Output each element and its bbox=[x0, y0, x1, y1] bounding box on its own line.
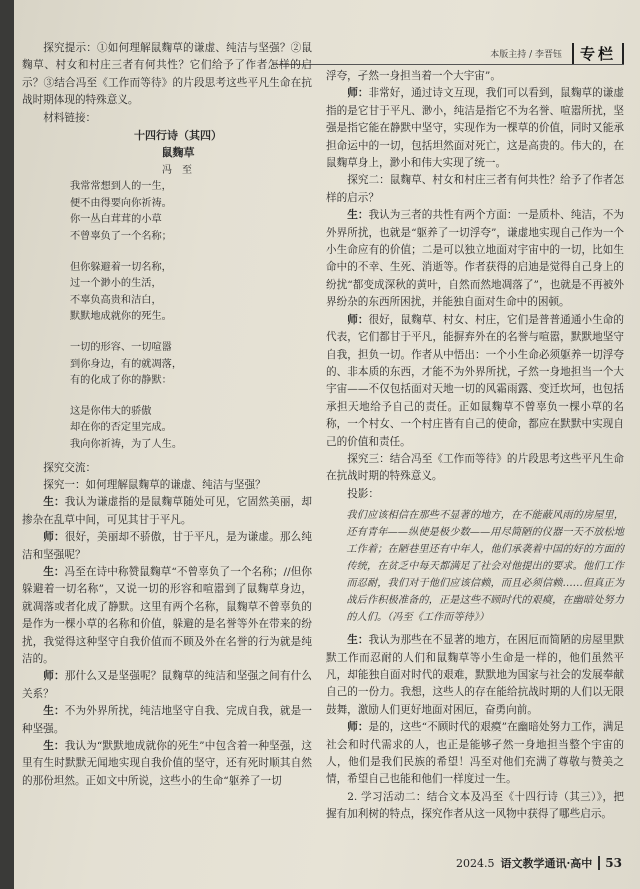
dialogue-paragraph bbox=[326, 451, 624, 486]
dialogue-paragraph bbox=[22, 738, 312, 790]
paragraph-text: 是的，这些“不顾时代的艰瘼”在幽暗处努力工作，满足社会和时代需求的人，也正是能够孑然一身地担当整个宇宙的人，他们是我们民族的希望！冯至对他们充满了尊敬与赞美之情，希望自己也能和他们一样度过一生。 bbox=[326, 721, 624, 786]
poem-stanza bbox=[70, 260, 312, 326]
paragraph-text: 我认为谦虚指的是鼠麴草随处可见，它固然美丽，却掺杂在乱草中间，可见其甘于平凡。 bbox=[22, 496, 313, 526]
paragraph-text: 探究一：如何理解鼠麴草的谦虚、纯洁与坚强？ bbox=[43, 478, 266, 491]
poem-line: 默默地成就你的死生。 bbox=[70, 311, 172, 323]
dialogue-paragraph bbox=[22, 529, 312, 564]
poem-author: 冯 至 bbox=[162, 164, 192, 176]
speaker-label: 师： bbox=[347, 721, 369, 734]
poem-line: 我向你祈祷，为了人生。 bbox=[70, 438, 183, 450]
column-tag: 专栏 bbox=[572, 43, 624, 64]
poem-line: 有的化成了你的静默： bbox=[70, 375, 172, 387]
speaker-label: 生： bbox=[347, 634, 369, 647]
paragraph-text: 很好，美丽却不骄傲，甘于平凡，是为谦虚。那么纯洁和坚强呢？ bbox=[22, 531, 313, 561]
speaker-label: 生： bbox=[43, 740, 65, 753]
speaker-label: 生： bbox=[43, 496, 65, 509]
projection-quote: 我们应该相信在那些不显著的地方，在不能蔽风雨的房屋里，还有青年——纵使是极少数——用尽简陋的仪器一天不放松地工作着；在陋巷里还有中年人，他们承袭着中国的好的方面的传统，在贫乏中每天都满足了社会对他提出的要求。他们工作而忍耐，我们对于他们应该信赖，而且必须信赖……但真正为战后作积极准备的，正是这些不顾时代的艰瘼，在幽暗处努力的人们。（冯至《工作而等待》） bbox=[346, 510, 624, 624]
paragraph-text: 投影： bbox=[347, 487, 379, 500]
dialogue-paragraph bbox=[326, 68, 624, 85]
issue-number: 2024.5 bbox=[455, 856, 495, 870]
dialogue-paragraph bbox=[326, 172, 624, 207]
poem-line: 便不由得要向你祈祷。 bbox=[70, 197, 172, 209]
speaker-label: 生： bbox=[43, 566, 65, 578]
right-column bbox=[326, 68, 624, 824]
poem-stanza bbox=[70, 179, 312, 245]
dialogue-paragraph bbox=[22, 494, 312, 529]
poem-stanza bbox=[70, 340, 312, 390]
speaker-label: 师： bbox=[347, 313, 369, 326]
speaker-label: 生： bbox=[347, 209, 369, 222]
paragraph-text: 探究二：鼠麴草、村女和村庄三者有何共性？给予了作者怎样的启示？ bbox=[326, 174, 624, 204]
dialogue-paragraph bbox=[326, 486, 624, 503]
page-number: 53 bbox=[598, 856, 622, 870]
speaker-label: 师： bbox=[347, 87, 369, 100]
speaker-label: 师： bbox=[43, 670, 65, 683]
dialogue-paragraph bbox=[326, 789, 624, 824]
poem-line: 不曾辜负了一个名称； bbox=[70, 231, 172, 243]
paragraph-text: 我认为“默默地成就你的死生”中包含着一种坚强，这里有生时默默无闻地实现自我价值的坚守，还有死时顺其自然的那份坦然。正如文中所说，这些小的生命“躯养了一切 bbox=[22, 740, 313, 787]
poem-line: 到你身边，有的就凋落， bbox=[70, 358, 183, 370]
poem-line: 不辜负高贵和洁白， bbox=[70, 294, 162, 306]
right-dialogue bbox=[326, 68, 624, 503]
dialogue-paragraph bbox=[22, 668, 312, 703]
dialogue-paragraph bbox=[22, 564, 312, 668]
paragraph-text: 冯至在诗中称赞鼠麴草“不曾辜负了一个名称；//但你躲避着一切名称”，又说一切的形容和喧嚣到了鼠麴草身边，就凋落或者化成了静默。这里有两个名称，鼠麴草不曾辜负的是作为一棵小草的名称和价值，躲避的是名誉等外在带来的纷扰，我觉得这种坚守自我价值而不顾及外在名誉的行为就是纯洁的。 bbox=[22, 566, 312, 666]
poem-line: 你一丛白茸茸的小草 bbox=[70, 214, 162, 226]
poem-line: 但你躲避着一切名称， bbox=[70, 261, 172, 273]
dialogue-paragraph bbox=[326, 207, 624, 311]
header-rule bbox=[272, 64, 624, 65]
dialogue-paragraph bbox=[22, 477, 312, 494]
paragraph-text: 非常好，通过诗文互现，我们可以看到，鼠麴草的谦虚指的是它甘于平凡、渺小，纯洁是指它不为名誉、喧嚣所扰，坚强是指它能在静默中坚守，实现作为一棵草的价值，同时又能承担命运中的一切，包括坦然面对死亡，这是高贵的。伟大的，在鼠麴草身上，渺小和伟大实现了统一。 bbox=[326, 87, 625, 170]
paragraph-text: 2. 学习活动二：结合文本及冯至《十四行诗（其三）》，把握有加利树的特点，探究作者从这一风物中获得了哪些启示。 bbox=[326, 790, 624, 821]
paragraph-text: 很好，鼠麴草、村女、村庄，它们是普普通通小生命的代表，它们都甘于平凡，能摒弃外在的名誉与喧嚣，默默地坚守自我，担负一切。作者从中悟出：一个小生命必须躯养一切浮夸的、非本质的东西，才能不为外界所扰，孑然一身地担当一个大宇宙——不仅包括面对天地一切的风霜雨露、变迁坎坷，也包括承担天地给予自己的责任。正如鼠麴草不曾辜负一棵小草的名称，一个村女、一个村庄皆有自己的使命，都应在默默中实现自己的价值和责任。 bbox=[326, 313, 625, 448]
poem-line: 我常常想到人的一生， bbox=[70, 181, 172, 193]
paragraph-text: 探究三：结合冯至《工作而等待》的片段思考这些平凡生命在抗战时期的特殊意义。 bbox=[326, 452, 624, 483]
poem-subtitle: 鼠麴草 bbox=[161, 146, 195, 160]
paragraph-text: 我认为那些在不显著的地方，在困厄而简陋的房屋里默默工作而忍耐的人们和鼠麴草等小生命是一样的，他们虽然平凡，却能独自面对时代的艰难，默默地为国家与社会的发展奉献自己的一份力。我想，这些人的存在能给抗战时期的人们以无限鼓舞，激励人们更好地面对困厄，奋勇向前。 bbox=[326, 634, 625, 716]
poem-line: 却在你的否定里完成。 bbox=[70, 422, 172, 434]
paragraph-text: 不为外界所扰，纯洁地坚守自我、完成自我，就是一种坚强。 bbox=[22, 705, 313, 735]
speaker-label: 生： bbox=[43, 705, 65, 718]
poem-line: 这是你伟大的骄傲 bbox=[70, 405, 152, 417]
dialogue-paragraph bbox=[326, 312, 624, 451]
magazine-name: 语文教学通讯·高中 bbox=[500, 857, 593, 870]
page-header bbox=[374, 42, 624, 64]
dialogue-paragraph bbox=[326, 85, 624, 172]
inquiry-prompt: 探究提示：①如何理解鼠麴草的谦虚、纯洁与坚强？②鼠麴草、村女和村庄三者有何共性？它们给予了作者怎样的启示？③结合冯至《工作而等待》的片段思考这些平凡生命在抗战时期体现的特殊意义。 bbox=[22, 42, 312, 107]
speaker-label: 师： bbox=[43, 531, 65, 544]
poem-line: 过一个渺小的生活， bbox=[70, 278, 162, 290]
material-link-label: 材料链接： bbox=[43, 111, 97, 124]
discussion-heading: 探究交流： bbox=[43, 461, 97, 474]
paragraph-text: 那什么又是坚强呢？鼠麴草的纯洁和坚强之间有什么关系？ bbox=[22, 670, 313, 700]
paragraph-text: 我认为三者的共性有两个方面：一是质朴、纯洁，不为外界所扰，也就是“躯养了一切浮夸”，谦虚地实现自己作为一个小生命应有的价值；二是可以独立地面对宇宙中的一切，比如生命中的不幸、生死、消逝等。作者获得的启迪是觉得自己身上的纷扰“都变成深秋的黄叶，自然而然地凋落了”，也就是不再被外界纷杂的东西所困扰，并能独自面对生命中的困顿。 bbox=[326, 209, 625, 309]
page-footer bbox=[456, 855, 622, 871]
column-host: 本版主持 / 李晋钰 bbox=[490, 49, 562, 60]
paragraph-text: 浮夸，孑然一身担当着一个大宇宙”。 bbox=[326, 70, 501, 82]
poem-body bbox=[70, 179, 312, 453]
journal-page bbox=[14, 0, 640, 889]
left-column bbox=[22, 40, 312, 790]
right-dialogue-continued bbox=[326, 632, 624, 823]
poem-stanza bbox=[70, 404, 312, 454]
poem-line: 一切的形容、一切喧嚣 bbox=[70, 342, 172, 353]
left-dialogue bbox=[22, 477, 312, 790]
dialogue-paragraph bbox=[326, 632, 624, 719]
dialogue-paragraph bbox=[22, 703, 312, 738]
dialogue-paragraph bbox=[326, 719, 624, 789]
poem-title: 十四行诗（其四） bbox=[134, 129, 222, 143]
